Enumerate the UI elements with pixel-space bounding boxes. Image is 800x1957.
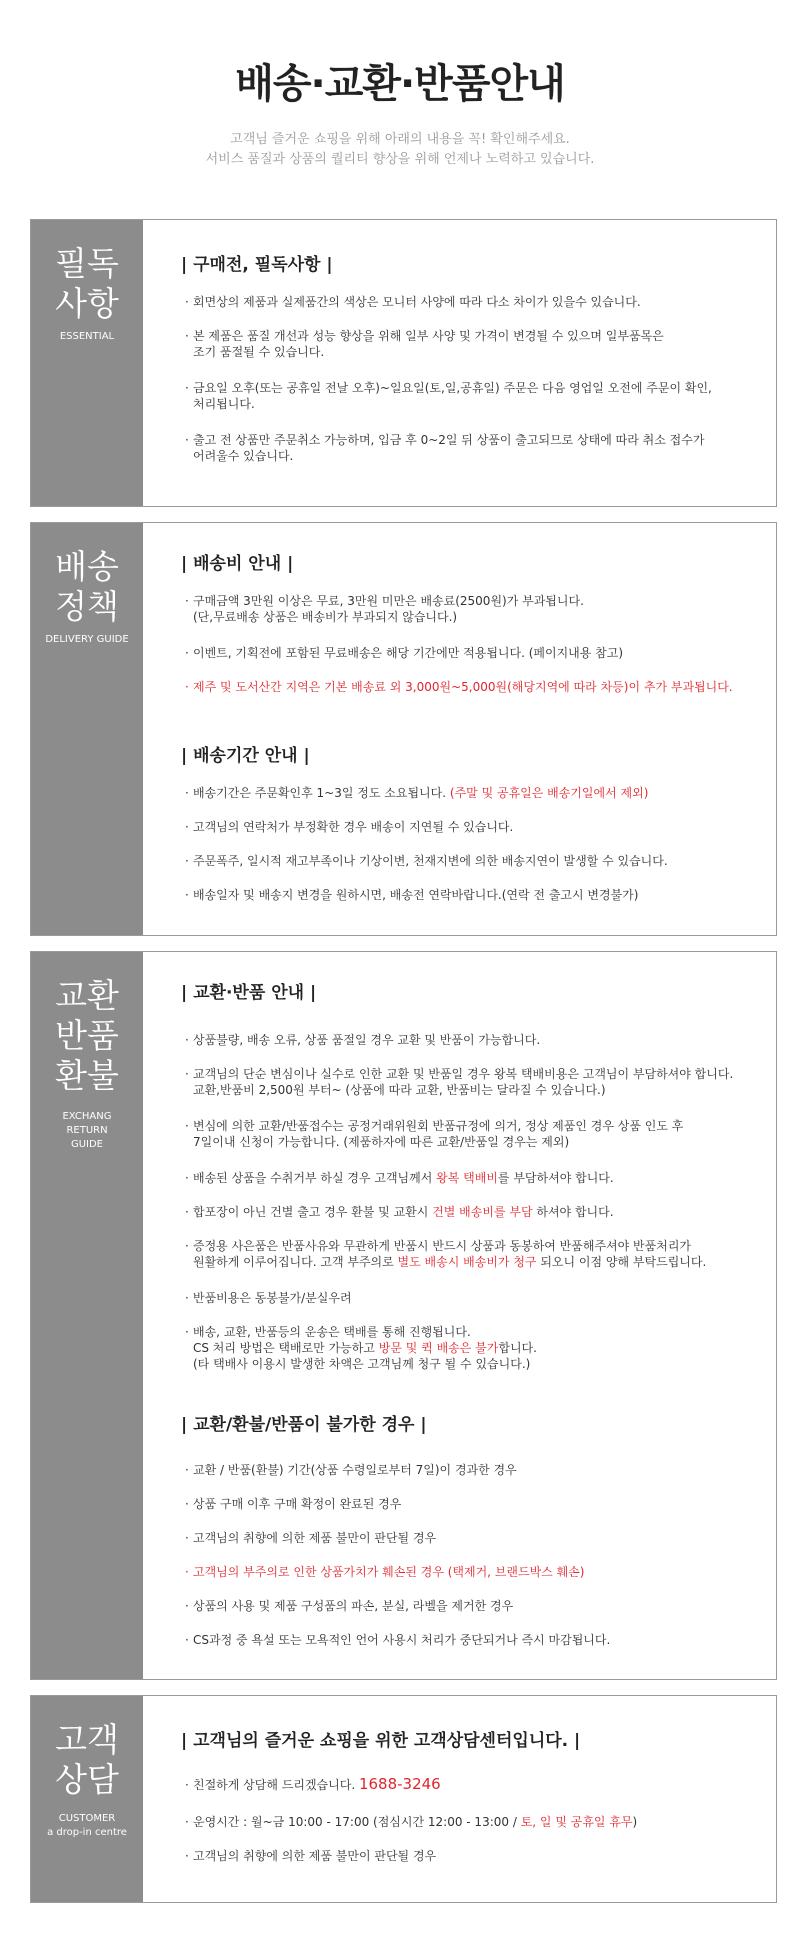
list-item: · 구매금액 3만원 이상은 무료, 3만원 미만은 배송료(2500원)가 부과됩니다. (단,무료배송 상품은 배송비가 부과되지 않습니다.)	[185, 594, 584, 624]
essential-side-panel	[31, 220, 143, 506]
list-item: · 고객님의 부주의로 인한 상품가치가 훼손된 경우 (택제거, 브랜드박스 훼손)	[185, 1565, 585, 1579]
list-item: · 본 제품은 품질 개선과 성능 향상을 위해 일부 사양 및 가격이 변경될 수 있으며 일부품목은 조기 품절될 수 있습니다.	[185, 329, 664, 359]
exchange-side-title: 교환 반품 환불	[55, 976, 119, 1095]
list-item: · 이벤트, 기획전에 포함된 무료배송은 해당 기간에만 적용됩니다. (페이지내용 참고)	[185, 646, 624, 660]
customer-side-en: CUSTOMER a drop-in centre	[47, 1813, 127, 1838]
customer-heading: | 고객님의 즐거운 쇼핑을 위한 고객상담센터입니다. |	[181, 1731, 581, 1751]
list-item: · 상품 구매 이후 구매 확정이 완료된 경우	[185, 1497, 402, 1511]
list-item: · CS과정 중 욕설 또는 모욕적인 언어 사용시 처리가 중단되거나 즉시 마감됩니다.	[185, 1633, 611, 1647]
list-item: · 교객님의 단순 변심이나 실수로 인한 교환 및 반품일 경우 왕복 택배비용은 고객님이 부담하셔야 합니다. 교환,반품비 2,500원 부터~ (상품에 따라 교환, 반품비는 달라질 수 있습니다.)	[185, 1067, 734, 1097]
list-item: · 고객님의 취향에 의한 제품 불만이 판단될 경우	[185, 1849, 437, 1863]
list-item: · 회면상의 제품과 실제품간의 색상은 모니터 사양에 따라 다소 차이가 있을수 있습니다.	[185, 295, 641, 309]
list-item: · 운영시간 : 월~금 10:00 - 17:00 (점심시간 12:00 - 13:00 / 토, 일 및 공휴일 휴무)	[185, 1815, 638, 1829]
customer-section	[30, 1695, 777, 1903]
exchange-return-heading: | 교환·반품 안내 |	[181, 983, 317, 1003]
list-item: · 반품비용은 동봉불가/분실우려	[185, 1291, 352, 1305]
list-item: · 변심에 의한 교환/반품접수는 공정거래위원회 반품규정에 의거, 정상 제품인 경우 상품 인도 후 7일이내 신청이 가능합니다. (제품하자에 따른 교환/반품일 경우는 제외)	[185, 1119, 684, 1149]
list-item: · 제주 및 도서산간 지역은 기본 배송료 외 3,000원~5,000원(해당지역에 따라 차등)이 추가 부과됩니다.	[185, 680, 733, 694]
delivery-section	[30, 522, 777, 936]
delivery-side-en: DELIVERY GUIDE	[45, 634, 129, 645]
list-item: · 배송, 교환, 반품등의 운송은 택배를 통해 진행됩니다. CS 처리 방법은 택배로만 가능하고 방문 및 퀵 배송은 불가합니다. (타 택배사 이용시 발생한 차액은 고객님께 청구 될 수 있습니다.)	[185, 1325, 537, 1371]
list-item: · 상품불량, 배송 오류, 상품 품절일 경우 교환 및 반품이 가능합니다.	[185, 1033, 541, 1047]
list-item: · 친절하게 상담해 드리겠습니다. 1688-3246	[185, 1775, 441, 1793]
exchange-section	[30, 951, 777, 1680]
list-item: · 합포장이 아닌 건별 출고 경우 환불 및 교환시 건별 배송비를 부담 하셔야 합니다.	[185, 1205, 614, 1219]
delivery-period-heading: | 배송기간 안내 |	[181, 746, 310, 766]
page-subtitle	[0, 130, 800, 170]
list-item: · 배송된 상품을 수취거부 하실 경우 고객님께서 왕복 택배비를 부담하셔야 합니다.	[185, 1171, 614, 1185]
subtitle-line-2: 서비스 품질과 상품의 퀄리티 향상을 위해 언제나 노력하고 있습니다.	[205, 152, 595, 167]
list-item: · 주문폭주, 일시적 재고부족이나 기상이변, 천재지변에 의한 배송지연이 발생할 수 있습니다.	[185, 854, 668, 868]
subtitle-line-1: 고객님 즐거운 쇼핑을 위해 아래의 내용을 꼭! 확인해주세요.	[230, 132, 570, 147]
essential-section	[30, 219, 777, 507]
list-item: · 상품의 사용 및 제품 구성품의 파손, 분실, 라벨을 제거한 경우	[185, 1599, 514, 1613]
delivery-fee-heading: | 배송비 안내 |	[181, 554, 294, 574]
essential-side-en: ESSENTIAL	[59, 331, 115, 342]
page-title: 배송·교환·반품안내	[235, 61, 565, 107]
phone-number[interactable]: 1688-3246	[358, 1775, 441, 1793]
customer-side-title: 고객 상담	[55, 1720, 119, 1799]
exchange-not-allowed-heading: | 교환/환불/반품이 불가한 경우 |	[181, 1415, 427, 1435]
delivery-side-title: 배송 정책	[55, 547, 119, 626]
exchange-side-en: EXCHANG RETURN GUIDE	[62, 1111, 112, 1150]
essential-side-title: 필독 사항	[55, 244, 119, 323]
essential-heading: | 구매전, 필독사항 |	[181, 255, 333, 275]
list-item: · 배송일자 및 배송지 변경을 원하시면, 배송전 연락바랍니다.(연락 전 출고시 변경불가)	[185, 888, 639, 902]
delivery-side-panel	[31, 523, 143, 935]
list-item: · 교환 / 반품(환불) 기간(상품 수령일로부터 7일)이 경과한 경우	[185, 1463, 517, 1477]
list-item: · 증정용 사은품은 반품사유와 무관하게 반품시 반드시 상품과 동봉하여 반품해주셔야 반품처리가 원활하게 이루어집니다. 고객 부주의로 별도 배송시 배송비가 청구 되오니 이점 양해 부탁드립니다.	[185, 1239, 707, 1269]
list-item: · 출고 전 상품만 주문취소 가능하며, 입금 후 0~2일 뒤 상품이 출고되므로 상태에 따라 취소 접수가 어려울수 있습니다.	[185, 433, 705, 463]
page-header	[0, 0, 800, 175]
customer-side-panel	[31, 1696, 143, 1902]
list-item: · 배송기간은 주문확인후 1~3일 정도 소요됩니다. (주말 및 공휴일은 배송기일에서 제외)	[185, 786, 649, 800]
list-item: · 고객님의 취향에 의한 제품 불만이 판단될 경우	[185, 1531, 437, 1545]
exchange-side-panel	[31, 952, 143, 1679]
list-item: · 금요일 오후(또는 공휴일 전날 오후)~일요일(토,일,공휴일) 주문은 다음 영업일 오전에 주문이 확인, 처리됩니다.	[185, 381, 712, 411]
list-item: · 고객님의 연락처가 부정확한 경우 배송이 지연될 수 있습니다.	[185, 820, 514, 834]
